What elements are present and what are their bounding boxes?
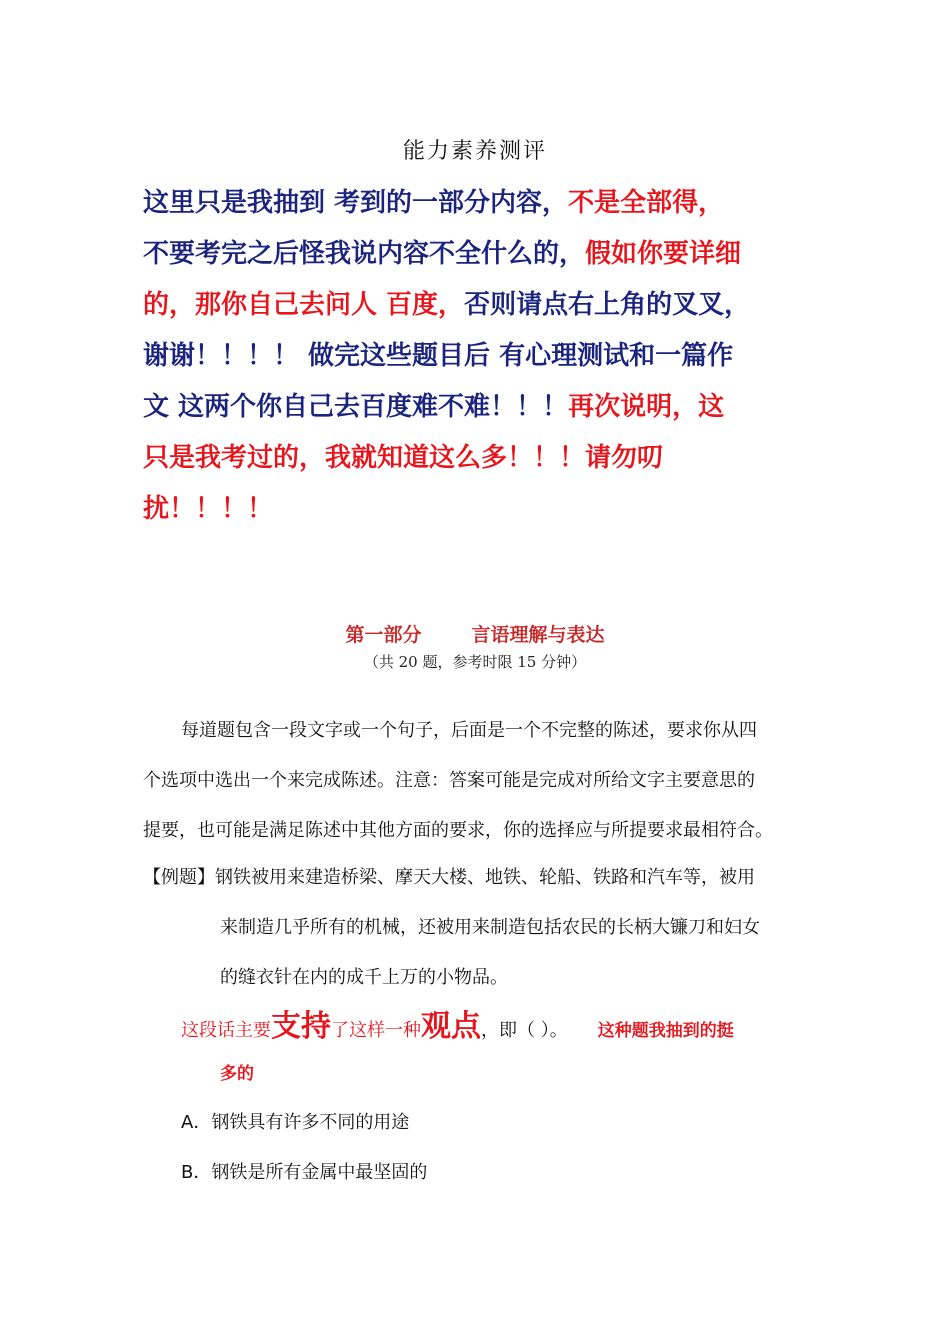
instructions-line: 个选项中选出一个来完成陈述。注意：答案可能是完成对所给文字主要意思的 [143,770,755,791]
notice-line-1: 这里只是我抽到 考到的一部分内容，不是全部得， [143,188,725,218]
section-name: 言语理解与表达 [471,624,605,646]
notice-line-2: 不要考完之后怪我说内容不全什么的，假如你要详细 [143,239,742,269]
instructions-line: 每道题包含一段文字或一个句子，后面是一个不完整的陈述，要求你从四 [181,720,757,741]
notice-line-6: 只是我考过的，我就知道这么多！！！请勿叨 [143,443,664,473]
instructions-paragraph [143,706,813,856]
document-title: 能力素养测评 [402,139,547,164]
example-line: 的缝衣针在内的成千上万的小物品。 [220,967,508,988]
option-b: B．钢铁是所有金属中最坚固的 [181,1162,428,1183]
example-question: 这段话主要支持了这样一种观点，即（ ）。 这种题我抽到的挺 多的 [181,1004,821,1094]
emphasis-viewpoint: 观点 [421,1009,481,1044]
section-heading [0,620,950,647]
uploader-note: 这种题我抽到的挺 [597,1021,734,1041]
example-line: 【例题】钢铁被用来建造桥梁、摩天大楼、地铁、轮船、铁路和汽车等，被用 [143,867,755,888]
section-subtitle: （共 20 题，参考时限 15 分钟） [363,653,587,671]
notice-line-5: 文 这两个你自己去百度难不难！！！再次说明，这 [143,392,725,422]
example-line: 来制造几乎所有的机械，还被用来制造包括农民的长柄大镰刀和妇女 [220,917,760,938]
uploader-note-continued: 多的 [220,1064,254,1084]
option-a: A．钢铁具有许多不同的用途 [181,1112,410,1133]
section-label: 第一部分 [345,624,422,646]
notice-line-3: 的，那你自己去问人 百度，否则请点右上角的叉叉， [143,290,751,320]
example-passage [143,853,823,1003]
notice-line-7: 扰！！！！ [143,494,274,524]
notice-line-4: 谢谢！！！！ 做完这些题目后 有心理测试和一篇作 [143,341,734,371]
emphasis-support: 支持 [271,1009,331,1044]
instructions-line: 提要，也可能是满足陈述中其他方面的要求，你的选择应与所提要求最相符合。 [143,820,773,841]
uploader-notice [143,178,823,535]
